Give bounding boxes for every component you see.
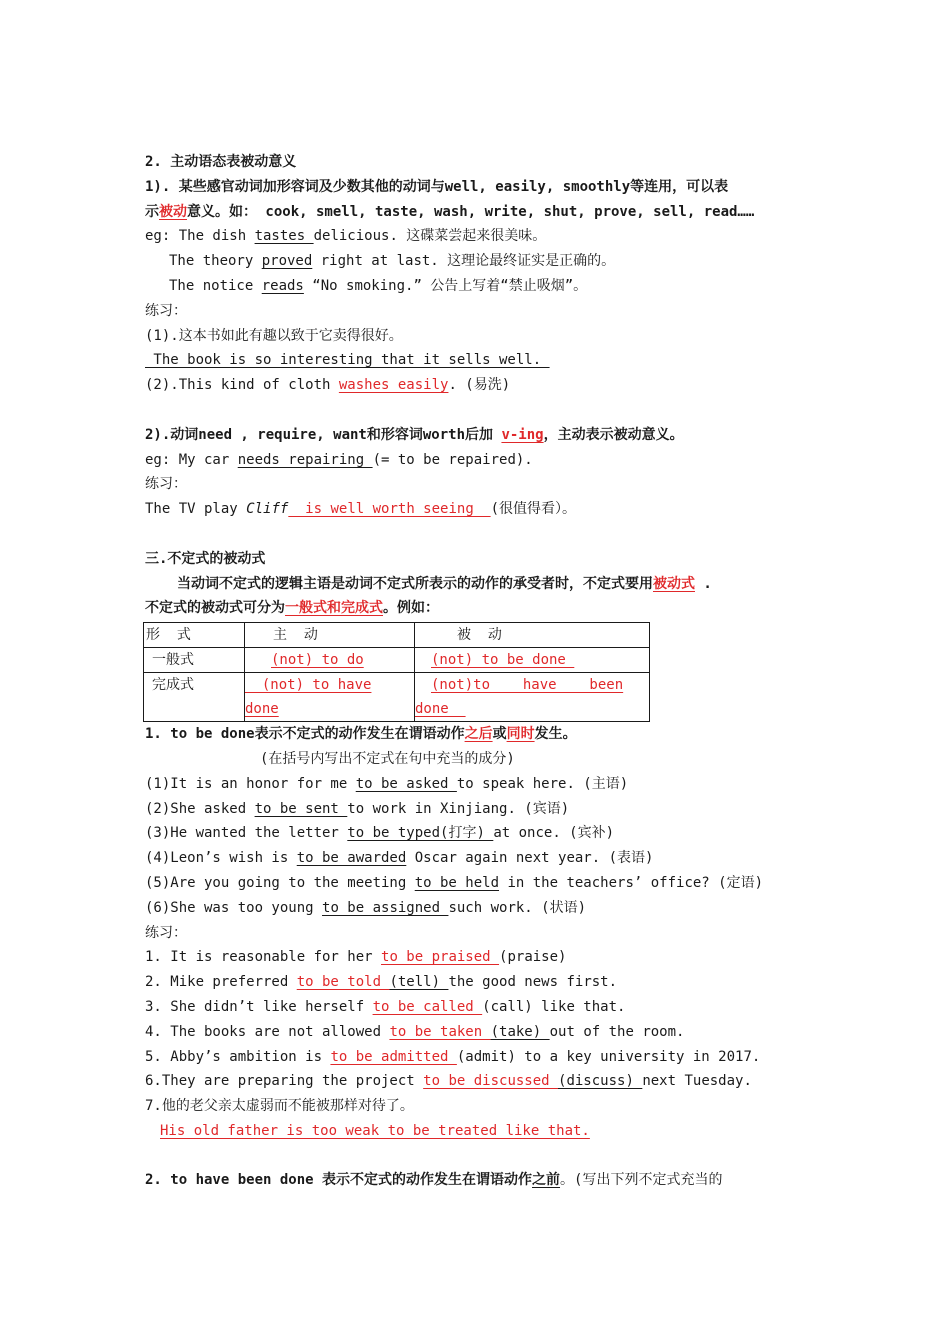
table-cell: (not) to do [245,648,415,673]
exercise-question: (1).这本书如此有趣以致于它卖得很好。 [145,327,403,344]
exercise-line: 5. Abby’s ambition is to be admitted (admit) to a key university in 2017. [145,1048,761,1065]
exercise-answer: His old father is too weak to be treated like that. [160,1122,590,1139]
exercise-line: 4. The books are not allowed to be taken (take) out of the room. [145,1023,685,1040]
list-item: (3)He wanted the letter to be typed(打字) at once. (宾补) [145,825,615,842]
table-header: 形 式 [144,623,245,648]
rule-text: 1). 某些感官动词加形容词及少数其他的动词与well, easily, smoothly等连用，可以表 [145,178,729,195]
example-line: The theory proved right at last. 这理论最终证实是正确的。 [169,253,616,270]
table-cell: (not) to be done [415,648,650,673]
list-item: (1)It is an honor for me to be asked to speak here. (主语) [145,775,629,792]
section-heading: 2. 主动语态表被动意义 [145,154,297,170]
practice-label: 练习： [145,302,187,319]
rule-text: 1. to be done表示不定式的动作发生在谓语动作之后或同时发生。 [145,726,577,743]
highlight-text: 被动 [159,203,187,220]
exercise-line: (2).This kind of cloth washes easily. (易洗) [145,377,511,394]
list-item: (6)She was too young to be assigned such work. (状语) [145,899,587,916]
rule-text: 2).动词need , require, want和形容词worth后加 v-ing，主动表示被动意义。 [145,426,684,443]
exercise-answer: The book is so interesting that it sells well. [145,352,550,369]
exercise-line: 1. It is reasonable for her to be praised (praise) [145,949,567,966]
table-header: 被 动 [415,623,650,648]
exercise-line: 3. She didn’t like herself to be called (call) like that. [145,998,626,1015]
exercise-line: The TV play Cliff is well worth seeing (很值得看）。 [145,501,577,518]
table-row [144,673,650,722]
list-item: (2)She asked to be sent to work in Xinjiang. (宾语) [145,800,570,817]
list-item: (4)Leon’s wish is to be awarded Oscar again next year. (表语) [145,850,654,867]
rule-text: 示被动意义。如： cook, smell, taste, wash, write, shut, prove, sell, read…… [145,203,755,220]
table-row [144,648,650,673]
rule-text: 2. to have been done 表示不定式的动作发生在谓语动作之前。(写出下列不定式充当的 [145,1172,723,1189]
example-line: eg: The dish tastes delicious. 这碟菜尝起来很美味。 [145,228,547,245]
forms-table [143,622,650,722]
practice-label: 练习： [145,476,187,493]
example-line: eg: My car needs repairing (= to be repaired). [145,451,533,468]
example-line: The notice reads “No smoking.” 公告上写着“禁止吸烟”。 [169,277,588,294]
table-cell: (not)to have been done [415,673,650,722]
exercise-line: 6.They are preparing the project to be discussed (discuss) next Tuesday. [145,1073,752,1090]
table-cell: 一般式 [144,648,245,673]
list-item: (5)Are you going to the meeting to be held in the teachers’ office? (定语) [145,874,764,891]
section-heading: 三.不定式的被动式 [145,550,266,567]
table-cell: (not) to have done [245,673,415,722]
table-cell: 完成式 [144,673,245,722]
table-header-row [144,623,650,648]
exercise-line: 2. Mike preferred to be told (tell) the good news first. [145,974,618,991]
exercise-question: 7.他的老父亲太虚弱而不能被那样对待了。 [145,1098,414,1115]
table-header: 主 动 [245,623,415,648]
document-page [145,150,815,1193]
intro-text: 不定式的被动式可分为一般式和完成式。例如： [145,600,439,617]
practice-label: 练习： [145,924,187,941]
intro-text: 当动词不定式的逻辑主语是动词不定式所表示的动作的承受者时，不定式要用被动式 . [177,575,712,592]
instruction-note: (在括号内写出不定式在句中充当的成分) [260,750,515,767]
